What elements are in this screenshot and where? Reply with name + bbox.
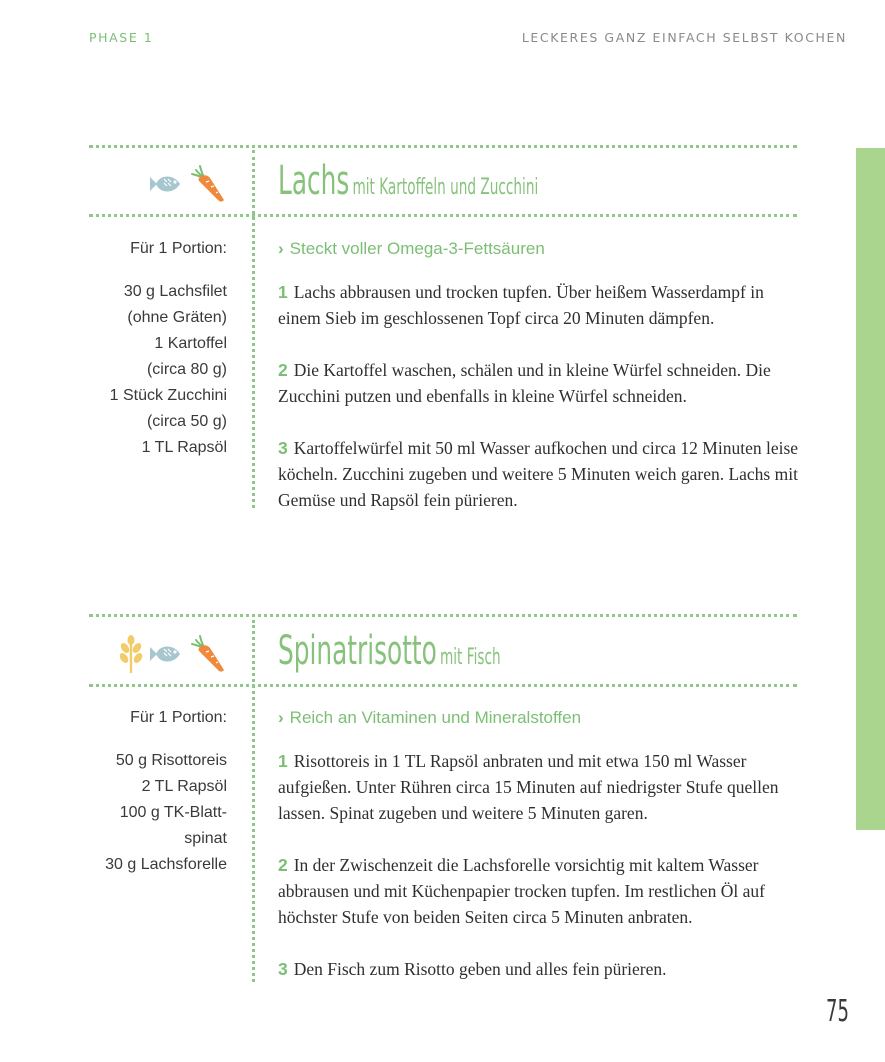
step-text: Kartoffelwürfel mit 50 ml Wasser aufkochen und circa 12 Minuten leise köcheln. Zucchini zugeben und weitere 5 Minuten weich garen. Lachs mit Gemüse und Rapsöl fein pürieren. xyxy=(278,438,799,510)
ingredient-line: spinat xyxy=(184,830,227,847)
ingredient-line: 100 g TK-Blatt- xyxy=(119,804,227,821)
running-header-book-title: LECKERES GANZ EINFACH SELBST KOCHEN xyxy=(521,30,847,45)
dotted-divider-top xyxy=(89,145,797,148)
step-number: 2 xyxy=(278,855,288,875)
recipe-step xyxy=(278,279,803,331)
ingredient-line: (circa 50 g) xyxy=(146,413,227,430)
portion-label: Für 1 Portion: xyxy=(130,240,227,257)
recipe-tagline-text: Reich an Vitaminen und Mineralstoffen xyxy=(289,708,582,727)
ingredient-list xyxy=(110,279,227,461)
ingredient-list xyxy=(105,748,227,878)
recipe-title xyxy=(278,158,538,204)
step-text: Den Fisch zum Risotto geben und alles fein pürieren. xyxy=(293,959,667,979)
step-text: Lachs abbrausen und trocken tupfen. Über heißem Wasserdampf in einem Sieb im geschlossenen Topf circa 20 Minuten dämpfen. xyxy=(278,282,764,328)
step-text: In der Zwischenzeit die Lachsforelle vorsichtig mit kaltem Wasser abbrausen und mit Küchenpapier trocken tupfen. Im restlichen Öl auf höchster Stufe von beiden Seiten circa 5 Minuten anbraten. xyxy=(278,855,765,927)
recipe-title xyxy=(278,628,501,674)
dotted-divider-top xyxy=(89,614,797,617)
step-number: 2 xyxy=(278,360,288,380)
recipe-steps xyxy=(278,279,803,539)
recipe-tagline xyxy=(278,708,581,728)
recipe-step xyxy=(278,748,803,826)
dotted-divider-title xyxy=(89,684,797,687)
carrot-icon xyxy=(190,634,226,674)
ingredient-line: 30 g Lachsforelle xyxy=(105,856,227,873)
chevron-right-icon: › xyxy=(278,708,284,727)
portion-label: Für 1 Portion: xyxy=(130,709,227,726)
recipe-steps xyxy=(278,748,803,1008)
recipe-tagline-text: Steckt voller Omega-3-Fettsäuren xyxy=(289,239,545,258)
ingredient-line: 30 g Lachsfilet xyxy=(123,283,227,300)
ingredient-line: 1 Stück Zucchini xyxy=(109,387,227,404)
recipe-step xyxy=(278,956,803,982)
recipe-step xyxy=(278,357,803,409)
recipe-icons xyxy=(150,162,226,206)
recipe-icons xyxy=(116,632,226,676)
step-number: 3 xyxy=(278,438,288,458)
chevron-right-icon: › xyxy=(278,239,284,258)
ingredient-line: 1 Kartoffel xyxy=(154,335,227,352)
dotted-divider-title xyxy=(89,214,797,217)
fish-icon xyxy=(150,169,186,199)
chapter-side-tab xyxy=(856,148,885,830)
recipe-title-main: Spinatrisotto xyxy=(278,628,437,674)
ingredient-line: (circa 80 g) xyxy=(146,361,227,378)
recipe-step xyxy=(278,435,803,513)
step-text: Die Kartoffel waschen, schälen und in kleine Würfel schneiden. Die Zucchini putzen und ebenfalls in kleine Würfel schneiden. xyxy=(278,360,771,406)
dotted-divider-column xyxy=(252,620,255,982)
grain-icon xyxy=(116,634,146,674)
ingredient-line: 2 TL Rapsöl xyxy=(141,778,227,795)
recipe-step xyxy=(278,852,803,930)
recipe-tagline xyxy=(278,239,545,259)
recipe-title-sub: mit Fisch xyxy=(439,645,501,670)
step-number: 3 xyxy=(278,959,288,979)
recipe-title-main: Lachs xyxy=(278,158,350,204)
fish-icon xyxy=(150,639,186,669)
ingredient-line: 1 TL Rapsöl xyxy=(141,439,227,456)
step-number: 1 xyxy=(278,282,288,302)
ingredient-line: (ohne Gräten) xyxy=(127,309,227,326)
page-number: 75 xyxy=(826,994,849,1029)
carrot-icon xyxy=(190,164,226,204)
recipe-title-sub: mit Kartoffeln und Zucchini xyxy=(352,175,539,200)
running-header-phase: PHASE 1 xyxy=(89,30,154,45)
step-number: 1 xyxy=(278,751,288,771)
step-text: Risottoreis in 1 TL Rapsöl anbraten und mit etwa 150 ml Wasser aufgießen. Unter Rühren circa 15 Minuten auf niedrigster Stufe quellen lassen. Spinat zugeben und weitere 5 Minuten garen. xyxy=(278,751,779,823)
ingredient-line: 50 g Risottoreis xyxy=(115,752,227,769)
dotted-divider-column xyxy=(252,150,255,508)
